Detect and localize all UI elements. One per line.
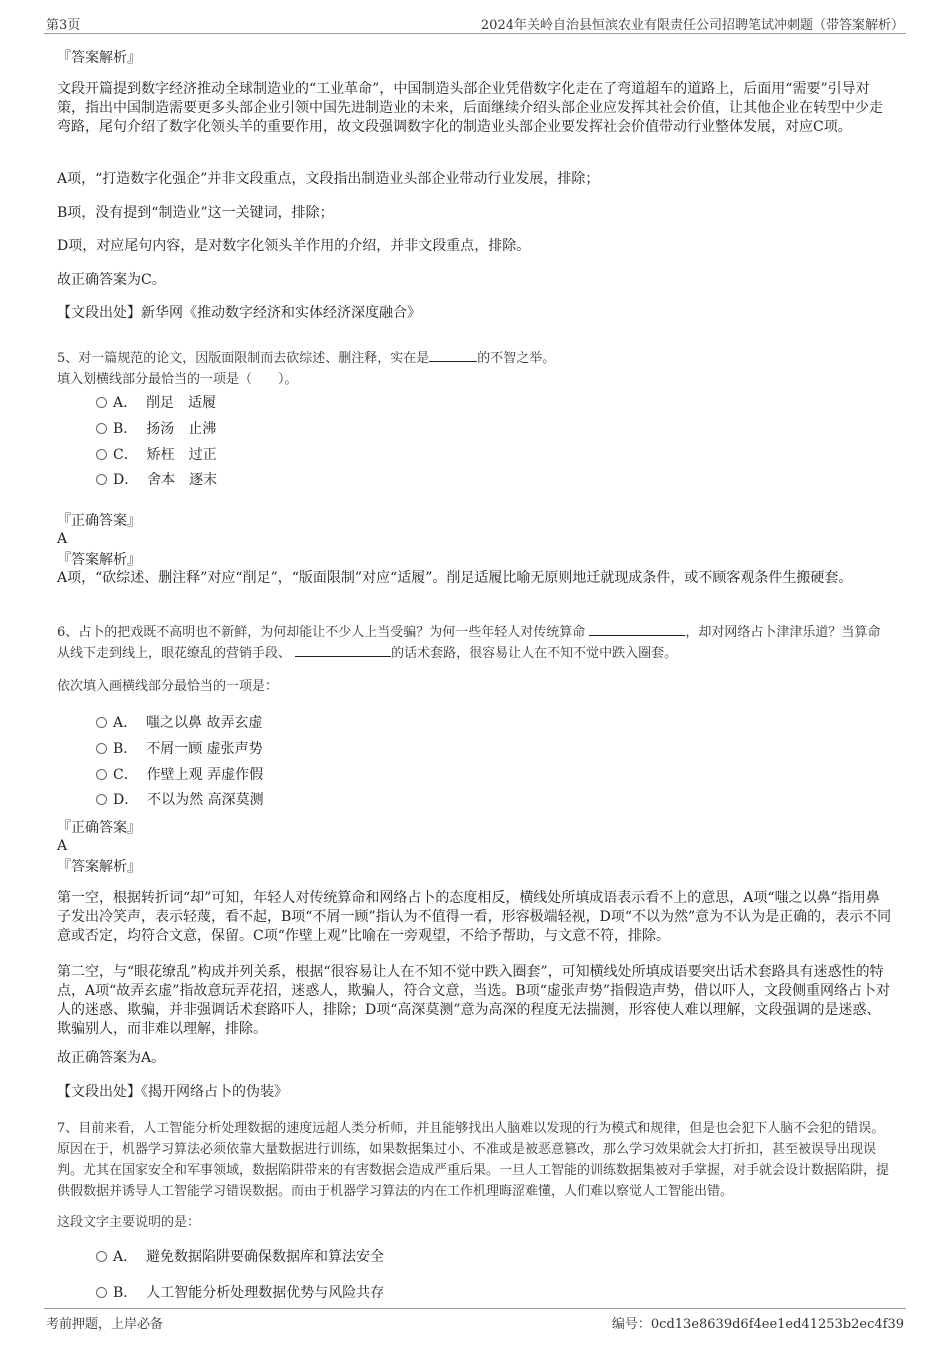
q7-option-a-letter: A．	[113, 1249, 138, 1265]
q5-analysis-label: 『答案解析』	[57, 552, 141, 568]
q5-analysis-text: A项，“砍综述、删注释”对应“削足”，“版面限制”对应“适履”。削足适履比喻无原则地迁就现成条件，或不顾客观条件生搬硬套。	[57, 570, 853, 586]
q7-option-b-letter: B．	[113, 1285, 138, 1301]
q6-stem	[57, 622, 893, 664]
q5-answer-label: 『正确答案』	[57, 513, 141, 529]
q6-option-d-text: 不以为然 高深莫测	[147, 792, 264, 808]
q7-stem: 7、目前来看，人工智能分析处理数据的速度远超人类分析师，并且能够找出人脑难以发现的行为模式和规律，但是也会犯下人脑不会犯的错误。原因在于，机器学习算法必须依靠大量数据进行训练，如果数据集过小、不准或是被恶意篡改，那么学习效果就会大打折扣，甚至被误导出现误判。尤其在国家安全和军事领域，数据陷阱带来的有害数据会造成严重后果。一旦人工智能的训练数据集被对手掌握，对手就会设计数据陷阱，提供假数据并诱导人工智能学习错误数据。而由于机器学习算法的内在工作机理晦涩难懂，人们难以察觉人工智能出错。	[57, 1121, 890, 1199]
radio-icon[interactable]	[96, 1251, 107, 1262]
q6-option-b-text: 不屑一顾 虚张声势	[146, 741, 263, 757]
q6-analysis-para-2: 第二空，与“眼花缭乱”构成并列关系，根据“很容易让人在不知不觉中跌入圈套”，可知横线处所填成语要突出话术套路具有迷惑性的特点，A项“故弄玄虚”指故意玩弄花招，迷惑人，欺骗人，符合文意，当选。B项“虚张声势”指假造声势，借以吓人，文段侧重网络占卜对人的迷惑、欺骗，并非强调话术套路吓人，排除；D项“高深莫测”意为高深的程度无法揣测，形容使人难以理解，文段强调的是迷惑、欺骗别人，而非难以理解，排除。	[57, 964, 891, 1037]
q5-option-d[interactable]	[96, 471, 217, 489]
q6-option-a[interactable]	[96, 714, 262, 732]
q6-option-a-letter: A．	[113, 715, 138, 731]
q4-source: 【文段出处】新华网《推动数字经济和实体经济深度融合》	[57, 305, 421, 321]
document-title: 2024年关岭自治县恒滨农业有限责任公司招聘笔试冲刺题（带答案解析）	[480, 18, 904, 33]
q4-option-b-analysis: B项，没有提到“制造业”这一关键词，排除；	[57, 205, 334, 221]
q4-conclusion: 故正确答案为C。	[57, 272, 166, 288]
page-number: 第3页	[46, 18, 81, 33]
q5-answer: A	[57, 531, 68, 547]
q5-option-a-letter: A．	[113, 395, 138, 411]
radio-icon[interactable]	[96, 474, 107, 485]
q6-stem-3: 命从线下走到线上，眼花缭乱的营销手段、	[57, 625, 881, 661]
q5-option-c[interactable]	[96, 446, 217, 464]
q6-analysis-para-1: 第一空，根据转折词“却”可知，年轻人对传统算命和网络占卜的态度相反，横线处所填成语表示看不上的意思，A项“嗤之以鼻”指用鼻子发出冷笑声，表示轻蔑，看不起，B项“不屑一顾”指认为不值得一看，形容极端轻视，D项“不以为然”意为不认为是正确的，表示不同意或否定，均符合文意，保留。C项“作壁上观”比喻在一旁观望，不给予帮助，与文意不符，排除。	[57, 890, 892, 944]
q5-option-d-text: 舍本 逐末	[147, 472, 218, 488]
q6-option-b-letter: B．	[113, 741, 138, 757]
q4-option-d-analysis: D项，对应尾句内容，是对数字化领头羊作用的介绍，并非文段重点，排除。	[57, 238, 531, 254]
radio-icon[interactable]	[96, 743, 107, 754]
q6-analysis-label: 『答案解析』	[57, 859, 141, 875]
q6-blank-2	[295, 644, 391, 657]
q5-instruction: 填入划横线部分最恰当的一项是（ ）。	[57, 372, 298, 387]
q5-option-b-letter: B．	[113, 421, 138, 437]
q6-option-c-letter: C．	[113, 767, 138, 783]
q5-option-b[interactable]	[96, 420, 216, 438]
q6-conclusion: 故正确答案为A。	[57, 1050, 166, 1066]
footer-slogan: 考前押题，上岸必备	[46, 1317, 164, 1332]
q6-source: 【文段出处】《揭开网络占卜的伪装》	[57, 1084, 288, 1100]
q4-analysis-label: 『答案解析』	[57, 50, 141, 66]
radio-icon[interactable]	[96, 397, 107, 408]
q6-stem-2: ，却对网络占卜津津乐道？当算	[685, 625, 868, 640]
q6-answer: A	[57, 838, 68, 854]
q6-option-c-text: 作壁上观 弄虚作假	[146, 767, 264, 783]
q6-option-d[interactable]	[96, 791, 264, 809]
q6-blank-1	[589, 623, 685, 636]
q6-option-a-text: 嗤之以鼻 故弄玄虚	[146, 715, 263, 731]
footer-divider	[44, 1308, 906, 1309]
q5-stem-after: 的不智之举。	[477, 351, 556, 366]
q7-instruction: 这段文字主要说明的是：	[57, 1215, 201, 1230]
q7-option-a-text: 避免数据陷阱要确保数据库和算法安全	[146, 1249, 385, 1265]
q4-analysis-text: 文段开篇提到数字经济推动全球制造业的“工业革命”，中国制造头部企业凭借数字化走在了弯道超车的道路上，后面用“需要”引导对策，指出中国制造需要更多头部企业引领中国先进制造业的未来，后面继续介绍头部企业应发挥其社会价值，让其他企业在转型中少走弯路，尾句介绍了数字化领头羊的重要作用，故文段强调数字化的制造业头部企业要发挥社会价值带动行业整体发展，对应C项。	[57, 81, 883, 135]
q5-option-d-letter: D．	[113, 472, 139, 488]
q6-option-d-letter: D．	[113, 792, 139, 808]
q5-option-a-text: 削足 适履	[146, 395, 217, 411]
radio-icon[interactable]	[96, 423, 107, 434]
q7-option-b-text: 人工智能分析处理数据优势与风险共存	[146, 1285, 385, 1301]
q5-blank	[429, 349, 477, 362]
radio-icon[interactable]	[96, 449, 107, 460]
document-id: 编号：0cd13e8639d6f4ee1ed41253b2ec4f39	[611, 1317, 904, 1332]
q6-stem-1: 6、占卜的把戏既不高明也不新鲜，为何却能让不少人上当受骗？为何一些年轻人对传统算命	[57, 625, 586, 640]
radio-icon[interactable]	[96, 769, 107, 780]
radio-icon[interactable]	[96, 717, 107, 728]
q5-option-c-text: 矫枉 过正	[146, 447, 217, 463]
q6-stem-4: 的话术套路，很容易让人在不知不觉中跌入圈套。	[391, 646, 678, 661]
radio-icon[interactable]	[96, 794, 107, 805]
q5-option-b-text: 扬汤 止沸	[146, 421, 217, 437]
radio-icon[interactable]	[96, 1287, 107, 1298]
q6-instruction: 依次填入画横线部分最恰当的一项是：	[57, 679, 279, 694]
q7-option-a[interactable]	[96, 1248, 384, 1266]
q5-stem	[57, 348, 893, 369]
q5-option-a[interactable]	[96, 394, 216, 412]
q6-answer-label: 『正确答案』	[57, 820, 141, 836]
q5-stem-before: 5、对一篇规范的论文，因版面限制而去砍综述、删注释，实在是	[57, 351, 430, 366]
q7-option-b[interactable]	[96, 1284, 384, 1302]
q5-option-c-letter: C．	[113, 447, 138, 463]
q4-option-a-analysis: A项，“打造数字化强企”并非文段重点，文段指出制造业头部企业带动行业发展，排除；	[57, 171, 600, 187]
header-divider	[44, 33, 906, 34]
q6-option-b[interactable]	[96, 740, 263, 758]
q6-option-c[interactable]	[96, 766, 263, 784]
